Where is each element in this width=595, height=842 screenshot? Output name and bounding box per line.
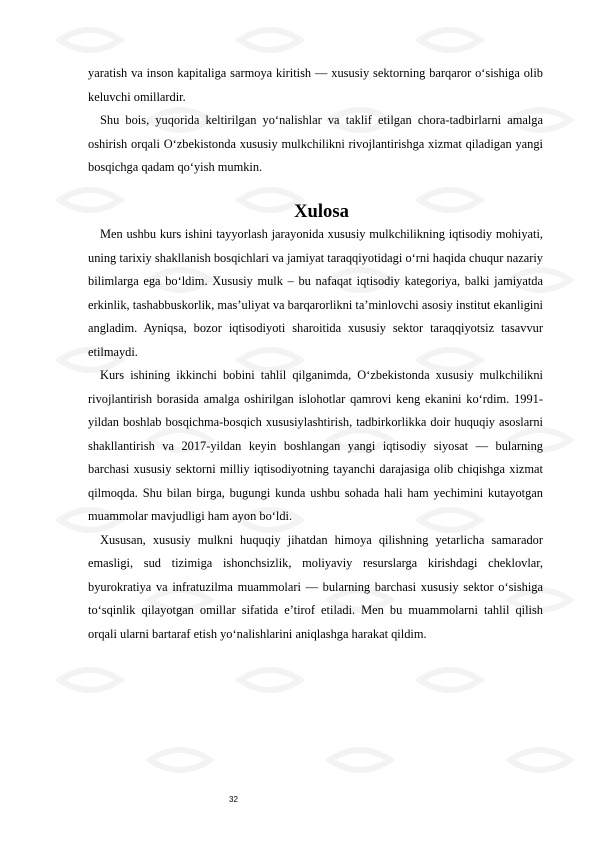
- body-text: [88, 62, 543, 646]
- paragraph: Shu bois, yuqorida keltirilgan yo‘nalishlar va taklif etilgan chora-tadbirlarni amalga oshirish orqali O‘zbekistonda xususiy mulkchilikni rivojlantirishga xizmat qiladigan yangi bosqichga qadam qo‘yish mumkin.: [88, 113, 543, 174]
- paragraph: Kurs ishining ikkinchi bobini tahlil qilganimda, O‘zbekistonda xususiy mulkchilikni rivojlantirish borasida amalga oshirilgan islohotlar qamrovi keng ekanini ko‘rdim. 1991-yildan boshlab bosqichma-bosqich xususiylashtirish, tadbirkorlikka doir huquqiy asoslarni shakllantirish va 2017-yildan keyin boshlangan yangi iqtisodiy siyosat — bularning barchasi xususiy sektorni milliy iqtisodiyotning tayanchi darajasiga olib chiqishga xizmat qilmoqda. Shu bilan birga, bugungi kunda ushbu sohada hali ham yechimini kutayotgan muammolar mavjudligi ham ayon bo‘ldi.: [88, 368, 543, 523]
- paragraph: Men ushbu kurs ishini tayyorlash jarayonida xususiy mulkchilikning iqtisodiy mohiyati, uning tarixiy shakllanish bosqichlari va jamiyat taraqqiyotidagi o‘rni haqida chuqur nazariy bilimlarga ega bo‘ldim. Xususiy mulk – bu nafaqat iqtisodiy kategoriya, balki jamiyatda erkinlik, tashabbuskorlik, mas’uliyat va barqarorlikni ta’minlovchi asosiy institut ekanligini angladim. Ayniqsa, bozor iqtisodiyoti sharoitida xususiy sektor taraqqiyotsiz tasavvur etilmaydi.: [88, 227, 543, 359]
- page-number: 32: [229, 795, 238, 804]
- paragraph-continuation: yaratish va inson kapitaliga sarmoya kiritish — xususiy sektorning barqaror o‘sishiga olib keluvchi omillardir.: [88, 66, 543, 104]
- section-heading: Xulosa: [294, 200, 349, 222]
- paragraph: Xususan, xususiy mulkni huquqiy jihatdan himoya qilishning yetarlicha samarador emasligi, sud tizimiga ishonchsizlik, moliyaviy resurslarga kirishdagi cheklovlar, byurokratiya va infratuzilma muammolari — bularning barchasi xususiy sektor o‘sishiga to‘sqinlik qilayotgan omillar sifatida e’tirof etiladi. Men bu muammolarni tahlil qilish orqali ularni bartaraf etish yo‘nalishlarini aniqlashga harakat qildim.: [88, 532, 543, 641]
